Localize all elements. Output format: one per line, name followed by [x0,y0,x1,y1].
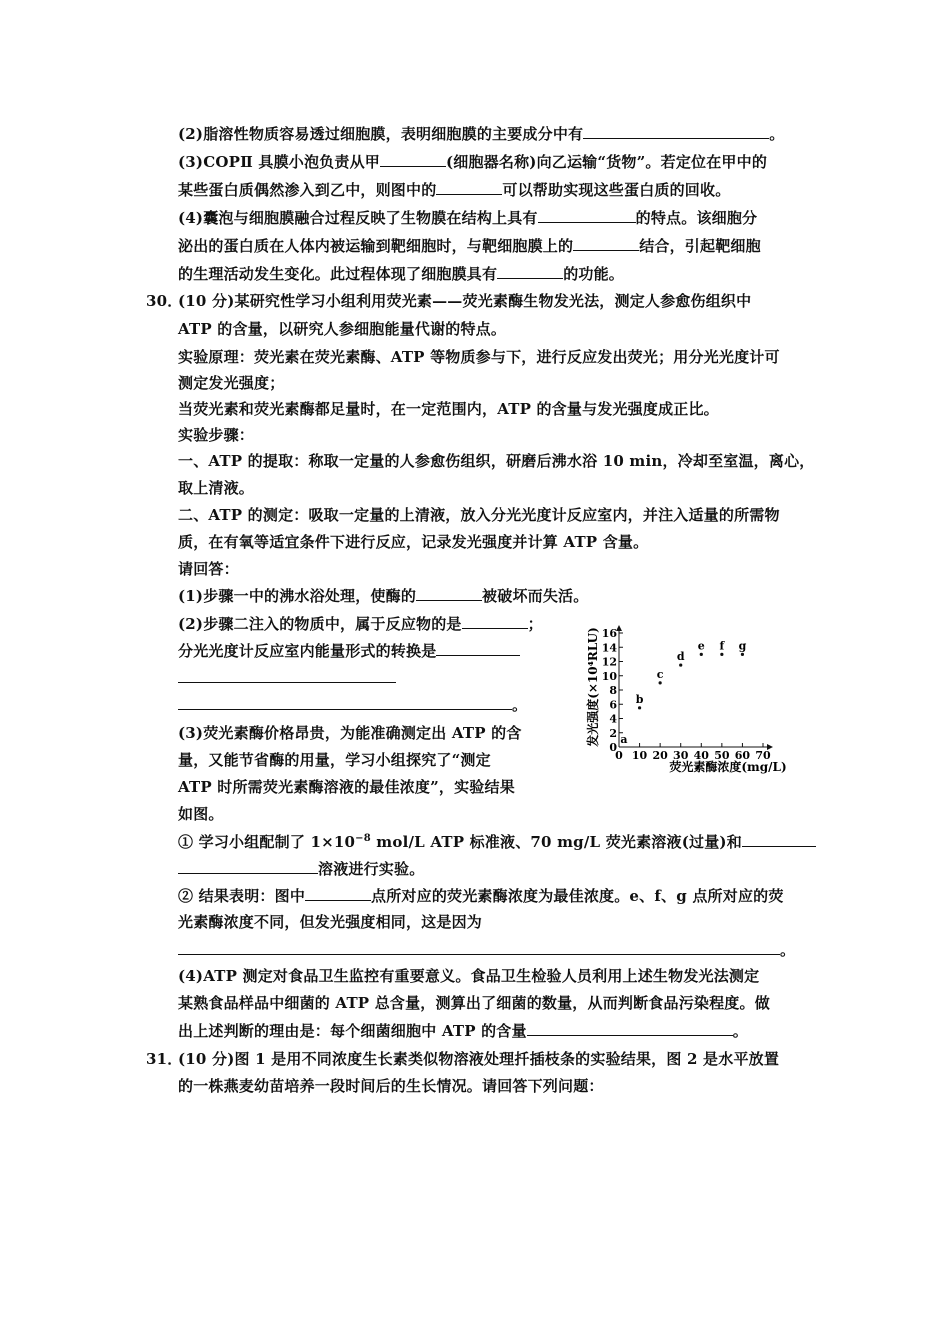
q30-answer1: (1)步骤一中的沸水浴处理，使酶的 被破坏而失活。 [178,587,589,605]
answer-blank[interactable] [436,179,502,195]
answer-blank[interactable] [583,123,769,139]
q30-answer4-line3: 出上述判断的理由是：每个细菌细胞中 ATP 的含量 。 [178,1022,748,1040]
answer-blank[interactable] [178,939,780,955]
q29-part3-line2: 某些蛋白质偶然渗入到乙中，则图中的 可以帮助实现这些蛋白质的回收。 [178,181,731,199]
q31-line2: 的一株燕麦幼苗培养一段时间后的生长情况。请回答下列问题： [178,1077,604,1095]
chart-y-axis-label: 发光强度(×10⁴RLU) [586,627,600,747]
q29-part4-line2: 泌出的蛋白质在人体内被运输到靶细胞时，与靶细胞膜上的 结合，引起靶细胞 [178,237,761,255]
chart-y-tick-label: 0 [609,741,617,754]
chart-y-tick-label: 10 [601,669,617,683]
q31-line1: (10 分)图 1 是用不同浓度生长素类似物溶液处理扦插枝条的实验结果，图 2 是水平放置 [178,1050,780,1068]
q29-part4-line1: (4)囊泡与细胞膜融合过程反映了生物膜在结构上具有 的特点。该细胞分 [178,209,758,227]
answer-blank[interactable] [178,667,396,683]
q30-intro-line2: ATP 的含量，以研究人参细胞能量代谢的特点。 [178,320,507,338]
chart-point-label-f: f [719,639,725,653]
q30-intro-line1: (10 分)某研究性学习小组利用荧光素——荧光素酶生物发光法，测定人参愈伤组织中 [178,292,752,310]
answer-blank[interactable] [742,831,816,847]
chart-point-label-b: b [635,692,644,706]
answer-blank[interactable] [416,585,482,601]
chart-point-label-a: a [620,733,628,746]
chart-y-tick-label: 12 [601,655,617,669]
q30-answer3-line2: 量，又能节省酶的用量，学习小组探究了“测定 [178,751,491,769]
chart-y-tick-label: 16 [601,627,617,640]
chart-x-axis-label: 荧光素酶浓度(mg/L) [669,760,787,774]
q30-answer2-line2: 分光光度计反应室内能量形式的转换是 [178,640,520,661]
answer-blank[interactable] [462,613,528,629]
answer-blank[interactable] [527,1020,733,1036]
q30-answer4-line1: (4)ATP 测定对食品卫生监控有重要意义。食品卫生检验人员利用上述生物发光法测定 [178,967,760,985]
q31-number: 31． [146,1050,183,1068]
q30-principle-line2: 测定发光强度； [178,374,285,392]
q30-answer3-line3: ATP 时所需荧光素酶溶液的最佳浓度”，实验结果 [178,778,515,796]
chart-y-tick-label: 8 [609,684,617,697]
chart-y-tick-label: 2 [609,726,617,740]
q30-step2-line1: 二、ATP 的测定：吸取一定量的上清液，放入分光光度计反应室内，并注入适量的所需物 [178,506,780,524]
q29-part2: (2)脂溶性物质容易透过细胞膜，表明细胞膜的主要成分中有 。 [178,125,785,143]
chart-x-tick-label: 0 [615,749,623,762]
chart-point-f [720,653,723,656]
q30-c1-line1: ① 学习小组配制了 $1\times 10^{-8}$ mol/L ATP 标准液、70 mg/L 荧光素溶液(过量)和 [178,831,816,852]
chart-point-b [638,706,641,709]
q30-c2-line1: ② 结果表明：图中 点所对应的荧光素酶浓度为最佳浓度。e、f、g 点所对应的荧 [178,887,784,905]
chart-y-tick-label: 14 [601,641,617,655]
answer-blank[interactable] [305,885,371,901]
q30-c2-line2: 光素酶浓度不同，但发光强度相同，这是因为 [178,913,483,931]
q30-principle-line1: 实验原理：荧光素在荧光素酶、ATP 等物质参与下，进行反应发出荧光；用分光光度计可 [178,348,780,366]
chart-x-tick-label: 40 [693,749,709,762]
q30-principle-line3: 当荧光素和荧光素酶都足量时，在一定范围内，ATP 的含量与发光强度成正比。 [178,400,719,418]
q30-answer2-line1: (2)步骤二注入的物质中，属于反应物的是 ； [178,615,543,633]
q30-ask: 请回答： [178,560,239,578]
q30-answer3-line4: 如图。 [178,805,224,823]
chart-y-tick-label: 4 [609,712,617,726]
chart-point-c [659,681,662,684]
q29-part3-line1: (3)COPⅡ 具膜小泡负责从甲 (细胞器名称)向乙运输“货物”。若定位在甲中的 [178,153,768,171]
chart-point-label-c: c [656,667,664,681]
answer-blank[interactable] [178,858,318,874]
chart-point-label-e: e [697,639,705,653]
q30-step1-line2: 取上清液。 [178,479,255,497]
q30-answer4-line2: 某熟食品样品中细菌的 ATP 总含量，测算出了细菌的数量，从而判断食品污染程度。做 [178,994,770,1012]
answer-blank[interactable] [436,640,520,656]
chart-point-e [700,653,703,656]
q30-answer3-line1: (3)荧光素酶价格昂贵，为能准确测定出 ATP 的含 [178,724,522,742]
chart-x-tick-label: 30 [673,749,689,762]
chart-x-tick-label: 50 [714,749,730,762]
answer-blank[interactable] [573,235,639,251]
q30-c1-line2: 溶液进行实验。 [178,858,424,879]
chart-x-tick-label: 20 [652,749,668,762]
chart-x-tick-label: 10 [631,749,648,762]
q30-step2-line2: 质，在有氧等适宜条件下进行反应，记录发光强度并计算 ATP 含量。 [178,533,649,551]
answer-blank[interactable] [497,263,563,279]
q30-answer2-line4: 。 [178,694,527,715]
chart-point-d [679,663,682,666]
chart-x-tick-label: 70 [755,749,771,762]
answer-blank[interactable] [380,151,446,167]
chart-point-g [741,653,744,656]
chart-point-label-d: d [676,650,685,664]
q30-steps-title: 实验步骤： [178,426,255,444]
q30-step1-line1: 一、ATP 的提取：称取一定量的人参愈伤组织，研磨后沸水浴 10 min，冷却至室温，离心， [178,452,815,470]
answer-blank[interactable] [538,207,636,223]
chart-x-tick-label: 60 [734,749,751,762]
answer-blank[interactable] [178,694,512,710]
q30-answer2-line3 [178,667,396,688]
q30-c2-line3: 。 [178,939,795,960]
q30-number: 30． [146,292,183,310]
chart-point-label-g: g [738,639,747,653]
q29-part4-line3: 的生理活动发生变化。此过程体现了细胞膜具有 的功能。 [178,265,625,283]
luminescence-scatter-chart [583,625,805,785]
chart-y-tick-label: 6 [609,698,617,712]
